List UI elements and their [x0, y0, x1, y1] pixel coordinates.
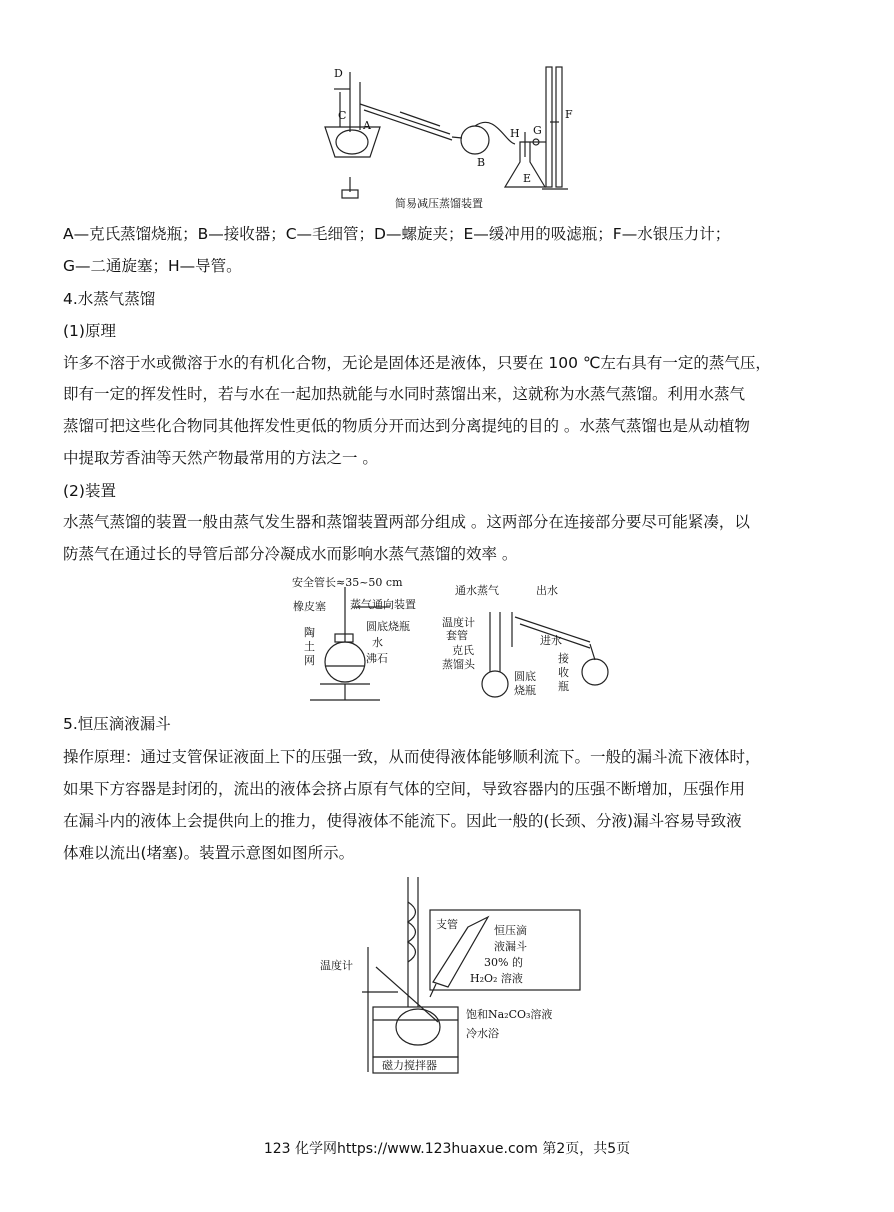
label-rflask-2: 烧瓶 — [514, 684, 536, 697]
label-thermometer: 温度计 — [320, 959, 353, 972]
section4-p2-l1: 水蒸气蒸馏的装置一般由蒸气发生器和蒸馏装置两部分组成 。这两部分在连接部分要尽可能紧凑，以 — [63, 513, 750, 531]
label-h2o2-1: 30% 的 — [484, 956, 523, 969]
label-tu: 土 — [304, 640, 315, 653]
section4-p2-l2: 防蒸气在通过长的导管后部分冷凝成水而影响水蒸气蒸馏的效率 。 — [63, 545, 518, 563]
label-recv-3: 瓶 — [558, 680, 569, 693]
vacuum-distillation-diagram — [320, 62, 580, 212]
label-rflask-1: 圆底 — [514, 670, 536, 683]
label-h2o2-2: H₂O₂ 溶液 — [470, 972, 523, 985]
section4-title: 4.水蒸气蒸馏 — [63, 290, 156, 308]
label-recv-1: 接 — [558, 652, 569, 665]
figure-dropping-funnel — [318, 872, 588, 1082]
dropping-funnel-diagram — [318, 872, 588, 1082]
label-branch: 支管 — [436, 918, 458, 931]
label-safety-tube: 安全管长≈35~50 cm — [292, 576, 403, 589]
label-boiling-stone: 沸石 — [366, 652, 388, 665]
section5-l1: 操作原理：通过支管保证液面上下的压强一致，从而使得液体能够顺利流下。一般的漏斗流下液体时， — [63, 748, 761, 766]
legend-line-2: G—二通旋塞；H—导管。 — [63, 257, 242, 275]
label-rubber-stopper: 橡皮塞 — [293, 600, 326, 613]
label-A: A — [363, 119, 371, 132]
steam-distillation-diagram — [290, 572, 610, 707]
legend-line-1: A—克氏蒸馏烧瓶；B—接收器；C—毛细管；D—螺旋夹；E—缓冲用的吸滤瓶；F—水银压力计； — [63, 225, 731, 243]
label-E: E — [523, 172, 532, 185]
label-water: 水 — [372, 636, 383, 649]
section4-sub1: (1)原理 — [63, 322, 116, 340]
label-sleeve: 套管 — [446, 629, 468, 642]
section4-p1-l1: 许多不溶于水或微溶于水的有机化合物，无论是固体还是液体，只要在 100 ℃左右具有一定的蒸气压， — [63, 354, 771, 372]
label-in-water: 进水 — [540, 634, 562, 647]
label-thermo: 温度计 — [442, 616, 475, 629]
label-funnel-1: 恒压滴 — [494, 924, 527, 937]
label-F: F — [565, 108, 573, 121]
section4-p1-l3: 蒸馏可把这些化合物同其他挥发性更低的物质分开而达到分离提纯的目的 。水蒸气蒸馏也是从动植物 — [63, 417, 750, 435]
label-out-water: 出水 — [536, 584, 558, 597]
label-B: B — [477, 156, 486, 169]
label-recv-2: 收 — [558, 666, 569, 679]
label-stirrer: 磁力搅拌器 — [382, 1059, 437, 1072]
label-flask: 圆底烧瓶 — [366, 620, 410, 633]
label-steam-to: 蒸气通向装置 — [350, 598, 416, 611]
label-H: H — [510, 127, 520, 140]
label-G: G — [533, 124, 542, 137]
figure-vacuum-distillation — [320, 62, 580, 212]
label-wang: 网 — [304, 654, 315, 667]
section5-l4: 体难以流出(堵塞)。装置示意图如图所示。 — [63, 844, 355, 862]
figure1-caption: 简易减压蒸馏装置 — [395, 197, 483, 210]
section4-p1-l4: 中提取芳香油等天然产物最常用的方法之一 。 — [63, 449, 378, 467]
section5-l2: 如果下方容器是封闭的，流出的液体会挤占原有气体的空间，导致容器内的压强不断增加，压强作用 — [63, 780, 746, 798]
label-in-steam: 通水蒸气 — [455, 584, 499, 597]
label-funnel-2: 液漏斗 — [494, 940, 527, 953]
label-claisen: 克氏 — [452, 644, 474, 657]
section4-p1-l2: 即有一定的挥发性时，若与水在一起加热就能与水同时蒸馏出来，这就称为水蒸气蒸馏。利用水蒸气 — [63, 385, 746, 403]
figure-steam-distillation — [290, 572, 610, 707]
label-na2co3: 饱和Na₂CO₃溶液 — [466, 1008, 553, 1021]
label-C: C — [338, 109, 347, 122]
label-ice-bath: 冷水浴 — [466, 1027, 499, 1040]
label-tao: 陶 — [304, 626, 315, 639]
section5-title: 5.恒压滴液漏斗 — [63, 715, 171, 733]
section5-l3: 在漏斗内的液体上会提供向上的推力，使得液体不能流下。因此一般的(长颈、分液)漏斗容易导致液 — [63, 812, 742, 830]
page-footer: 123 化学网https://www.123huaxue.com 第2页，共5页 — [263, 1141, 631, 1157]
label-claisen-head: 蒸馏头 — [442, 658, 475, 671]
section4-sub2: (2)装置 — [63, 482, 116, 500]
label-D: D — [334, 67, 343, 80]
